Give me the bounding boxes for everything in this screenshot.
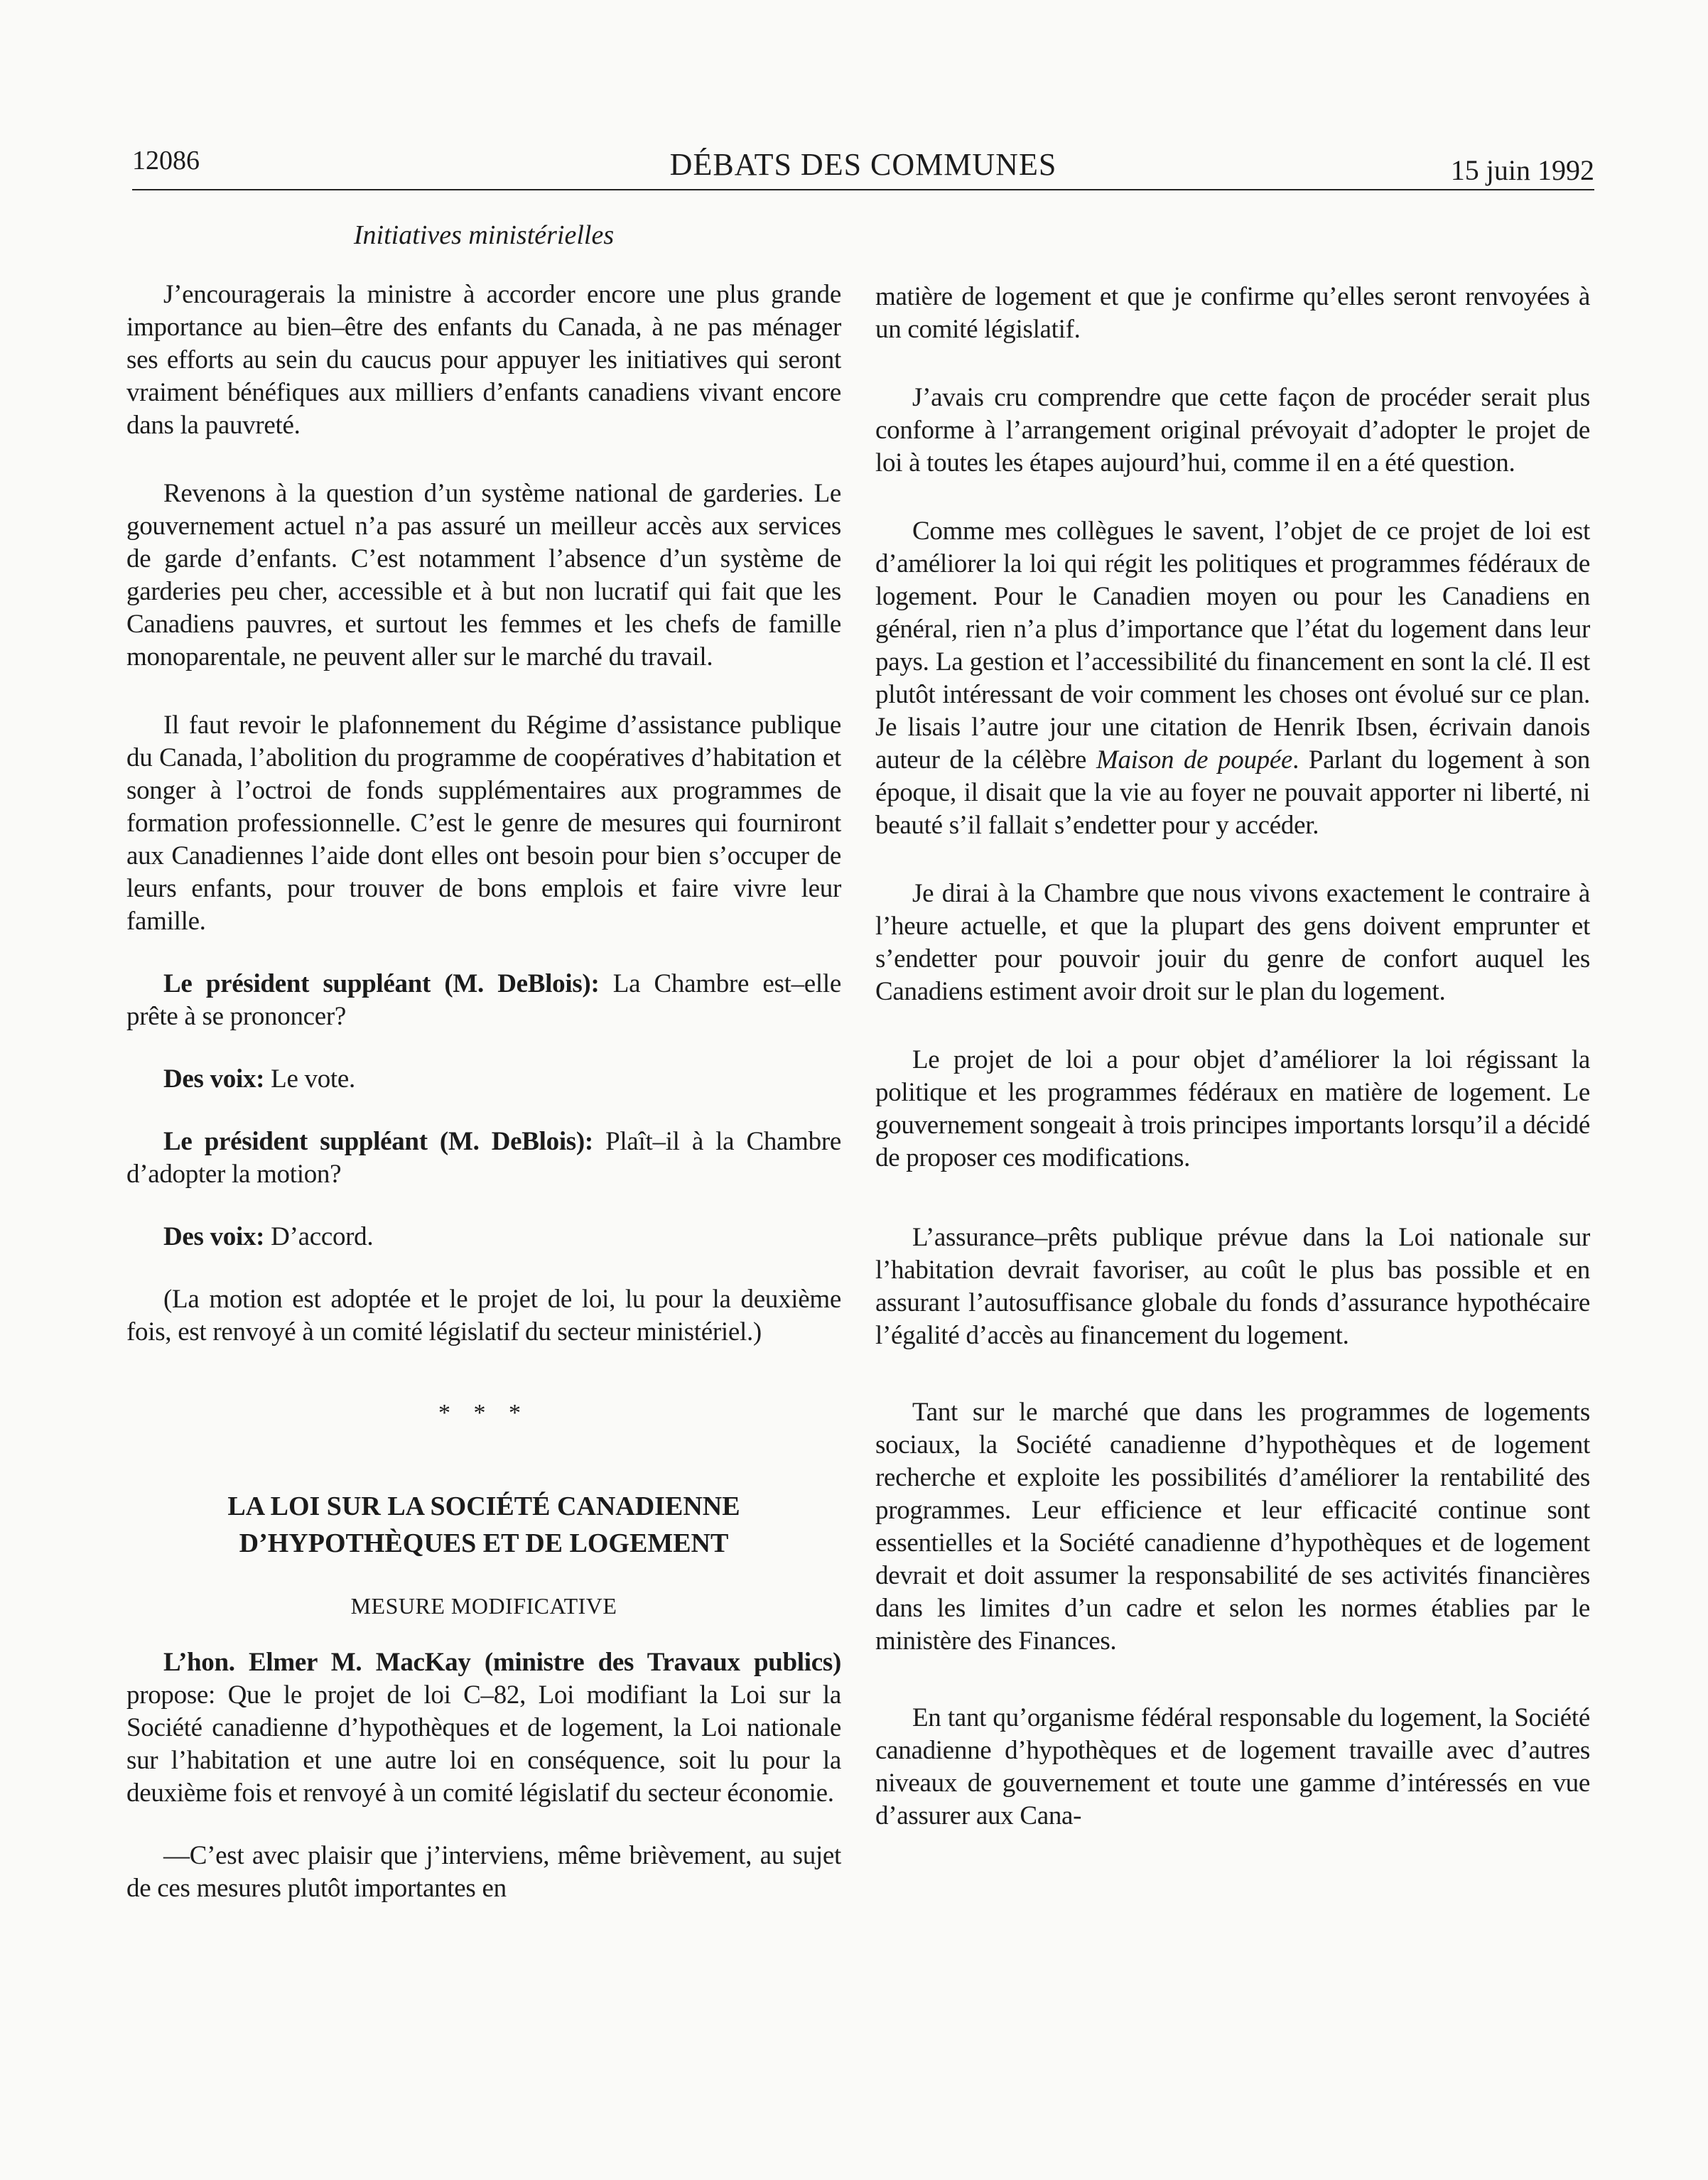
header-rule [132, 189, 1594, 190]
speaker-paragraph-1 [126, 968, 841, 1033]
procedural-note: (La motion est adoptée et le projet de loi, lu pour la deuxième fois, est renvoyé à un comité législatif du secteur ministériel.) [126, 1285, 841, 1347]
section-separator: * * * [438, 1400, 529, 1426]
speaker-name: Le président suppléant (M. DeBlois): [163, 969, 600, 998]
speaker-name: L’hon. Elmer M. MacKay (ministre des Travaux publics) [163, 1648, 841, 1677]
speech-text: La Chambre est–elle prête à se prononcer? [126, 969, 842, 1031]
left-paragraph-2: Revenons à la question d’un système national de garderies. Le gouvernement actuel n’a pas assuré un meilleur accès aux services de garde d’enfants. C’est notamment l’absence d’un système de garderies peu cher, accessible et à but non lucratif qui fait que les Canadiens pauvres, et surtout les femmes et les chefs de famille monoparentale, ne peuvent aller sur le marché du travail. [126, 479, 841, 671]
right-paragraph-3 [875, 515, 1590, 842]
section-heading-line-2: D’HYPOTHÈQUES ET DE LOGEMENT [239, 1528, 729, 1558]
speech-text: D’accord. [264, 1222, 374, 1251]
page-header [132, 139, 1594, 196]
left-paragraph-last: —C’est avec plaisir que j’interviens, même brièvement, au sujet de ces mesures plutôt importantes en [126, 1841, 841, 1903]
speech-text: Plaît–il à la Chambre d’adopter la motion? [126, 1127, 841, 1189]
section-heading-line-1: LA LOI SUR LA SOCIÉTÉ CANADIENNE [227, 1491, 740, 1521]
right-paragraph-1: matière de logement et que je confirme qu’elles seront renvoyées à un comité législatif. [875, 282, 1590, 344]
speaker-name: Des voix: [163, 1222, 265, 1251]
right-paragraph-3-text-a: Comme mes collègues le savent, l’objet de ce projet de loi est d’améliorer la loi qui régit les politiques et programmes fédéraux de logement. Pour le Canadien moyen ou pour les Canadiens en général, rien n’a plus d’importance que l’état du logement dans leur pays. La gestion et l’accessibilité du financement en sont la clé. Il est plutôt intéressant de voir comment les choses ont évolué sur ce plan. Je lisais l’autre jour une citation de Henrik Ibsen, écrivain danois auteur de la célèbre [875, 517, 1590, 775]
right-paragraph-3-text-b: . Parlant du logement à son époque, il disait que la vie au foyer ne pouvait apporter ni liberté, ni beauté s’il fallait s’endetter pour y accéder. [875, 745, 1591, 840]
speaker-paragraph-2 [126, 1063, 841, 1096]
page-number: 12086 [132, 146, 200, 176]
right-paragraph-7: Tant sur le marché que dans les programmes de logements sociaux, la Société canadienne d’hypothèques et de logement recherche et exploite les possibilités d’améliorer la rentabilité des programmes. Leur efficience et leur efficacité continue sont essentielles et la Société canadienne d’hypothèques et de logement devrait et doit assumer la responsabilité de ses activités financières dans les limites d’un cadre et selon les normes établies par le ministère des Finances. [875, 1398, 1590, 1656]
left-paragraph-1: J’encouragerais la ministre à accorder encore une plus grande importance au bien–être des enfants du Canada, à ne pas ménager ses efforts au sein du caucus pour appuyer les initiatives qui seront vraiment bénéfiques aux milliers d’enfants canadiens vivant encore dans la pauvreté. [126, 280, 841, 440]
speaker-name: Des voix: [163, 1064, 265, 1094]
section-subheading: MESURE MODIFICATIVE [350, 1593, 617, 1619]
right-paragraph-6: L’assurance–prêts publique prévue dans la Loi nationale sur l’habitation devrait favoriser, au coût le plus bas possible et en assurant l’autosuffisance globale du fonds d’assurance hypothécaire l’égalité d’accès au financement du logement. [875, 1223, 1590, 1350]
speaker-paragraph-4 [126, 1221, 841, 1253]
right-paragraph-2: J’avais cru comprendre que cette façon de procéder serait plus conforme à l’arrangement original prévoyait d’adopter le projet de loi à toutes les étapes aujourd’hui, comme il en a été question. [875, 383, 1590, 477]
motion-paragraph [126, 1646, 841, 1810]
speaker-paragraph-3 [126, 1126, 841, 1191]
book-title: Maison de poupée [1096, 745, 1293, 775]
speech-text: Le vote. [264, 1064, 355, 1094]
right-paragraph-5: Le projet de loi a pour objet d’améliorer la loi régissant la politique et les programmes fédéraux en matière de logement. Le gouvernement songeait à trois principes importants lorsqu’il a décidé de proposer ces modifications. [875, 1045, 1590, 1172]
right-paragraph-4: Je dirai à la Chambre que nous vivons exactement le contraire à l’heure actuelle, et que la plupart des gens doivent emprunter et s’endetter pour pouvoir jouir du genre de confort auquel les Canadiens estiment avoir droit sur le plan du logement. [875, 879, 1590, 1006]
motion-text: propose: Que le projet de loi C–82, Loi modifiant la Loi sur la Société canadienne d’hypothèques et de logement, la Loi nationale sur l’habitation et une autre loi en conséquence, soit lu pour la deuxième fois et renvoyé à un comité législatif du secteur économie. [126, 1680, 841, 1808]
right-column [875, 281, 1590, 1833]
speaker-name: Le président suppléant (M. DeBlois): [163, 1127, 593, 1156]
left-column [126, 217, 841, 1905]
running-head: Initiatives ministérielles [353, 220, 615, 250]
left-paragraph-3: Il faut revoir le plafonnement du Régime d’assistance publique du Canada, l’abolition du programme de coopératives d’habitation et songer à l’octroi de fonds supplémentaires aux programmes de formation professionnelle. C’est le genre de mesures qui fourniront aux Canadiennes l’aide dont elles ont besoin pour bien s’occuper de leurs enfants, pour trouver de bons emplois et faire vivre leur famille. [126, 711, 841, 936]
journal-title: DÉBATS DES COMMUNES [669, 147, 1057, 182]
issue-date: 15 juin 1992 [1450, 154, 1594, 186]
right-paragraph-8: En tant qu’organisme fédéral responsable du logement, la Société canadienne d’hypothèques et de logement travaille avec d’autres niveaux de gouvernement et toute une gamme d’intéressés en vue d’assurer aux Cana- [875, 1703, 1590, 1830]
